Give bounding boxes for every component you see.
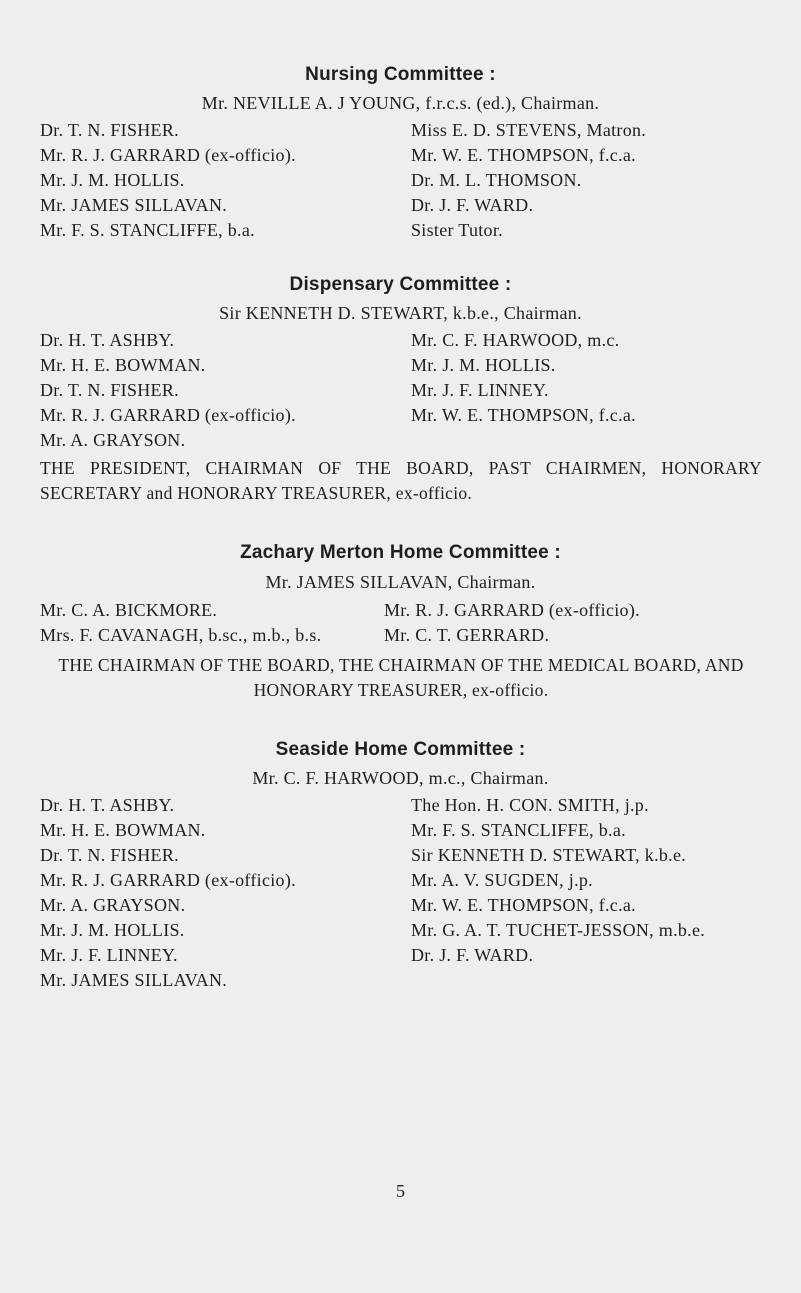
member-entry: Dr. M. L. THOMSON. (411, 170, 582, 190)
member-entry: Dr. T. N. FISHER. (40, 380, 179, 400)
member-entry: Mr. J. F. LINNEY. (40, 945, 178, 965)
member-entry: Mr. JAMES SILLAVAN. (40, 970, 228, 990)
member-entry: Mr. W. E. THOMPSON, f.c.a. (411, 895, 636, 915)
chairman-line: Mr. C. F. HARWOOD, m.c., Chairman. (252, 768, 549, 788)
chairman-line: Mr. NEVILLE A. J YOUNG, f.r.c.s. (ed.), Chairman. (201, 93, 600, 113)
member-entry: Mr. JAMES SILLAVAN. (40, 195, 228, 215)
member-list-right (411, 793, 705, 968)
member-entry: Dr. J. F. WARD. (411, 195, 534, 215)
member-entry: Mr. R. J. GARRARD (ex-officio). (40, 870, 296, 890)
member-entry: Mr. H. E. BOWMAN. (40, 355, 206, 375)
member-entry: Mr. J. F. LINNEY. (411, 380, 549, 400)
chairman-line: Sir KENNETH D. STEWART, k.b.e., Chairman. (219, 303, 582, 323)
page-number: 5 (396, 1181, 405, 1201)
member-entry: Sir KENNETH D. STEWART, k.b.e. (411, 845, 687, 865)
section-heading: Dispensary Committee : (289, 274, 512, 295)
ex-officio-note: THE CHAIRMAN OF THE BOARD, THE CHAIRMAN OF THE MEDICAL BOARD, AND HONORARY TREASURER, ex-officio. (58, 655, 744, 700)
member-entry: Mr. R. J. GARRARD (ex-officio). (40, 405, 296, 425)
section-heading: Seaside Home Committee : (275, 739, 526, 760)
member-entry: Mrs. F. CAVANAGH, b.sc., m.b., b.s. (40, 625, 322, 645)
member-list-left (40, 328, 296, 453)
member-entry: Dr. T. N. FISHER. (40, 120, 179, 140)
member-entry: Mr. J. M. HOLLIS. (411, 355, 556, 375)
member-entry: Dr. J. F. WARD. (411, 945, 534, 965)
member-entry: Sister Tutor. (411, 220, 503, 240)
member-entry: Mr. C. F. HARWOOD, m.c. (411, 330, 620, 350)
member-entry: Mr. J. M. HOLLIS. (40, 920, 185, 940)
chairman-line: Mr. JAMES SILLAVAN, Chairman. (265, 572, 536, 592)
member-entry: Dr. H. T. ASHBY. (40, 795, 175, 815)
member-entry: Mr. G. A. T. TUCHET-JESSON, m.b.e. (411, 920, 706, 940)
member-list-right (411, 118, 646, 243)
member-list-left (40, 118, 296, 243)
member-entry: Mr. F. S. STANCLIFFE, b.a. (40, 220, 255, 240)
member-entry: Mr. A. V. SUGDEN, j.p. (411, 870, 593, 890)
member-entry: Mr. R. J. GARRARD (ex-officio). (40, 145, 296, 165)
member-list-left (40, 598, 321, 648)
member-entry: The Hon. H. CON. SMITH, j.p. (411, 795, 649, 815)
member-entry: Mr. C. A. BICKMORE. (40, 600, 218, 620)
member-entry: Mr. A. GRAYSON. (40, 430, 186, 450)
member-entry: Mr. H. E. BOWMAN. (40, 820, 206, 840)
member-entry: Mr. R. J. GARRARD (ex-officio). (384, 600, 640, 620)
member-entry: Mr. F. S. STANCLIFFE, b.a. (411, 820, 626, 840)
section-heading: Nursing Committee : (305, 64, 496, 85)
member-list-right (384, 598, 640, 648)
member-entry: Mr. J. M. HOLLIS. (40, 170, 185, 190)
member-entry: Miss E. D. STEVENS, Matron. (411, 120, 647, 140)
member-entry: Mr. W. E. THOMPSON, f.c.a. (411, 145, 636, 165)
member-entry: Dr. H. T. ASHBY. (40, 330, 175, 350)
member-entry: Dr. T. N. FISHER. (40, 845, 179, 865)
member-entry: Mr. A. GRAYSON. (40, 895, 186, 915)
ex-officio-note: THE PRESIDENT, CHAIRMAN OF THE BOARD, PAST CHAIRMEN, HONORARY SECRETARY and HONORARY TREASURER, ex-officio. (40, 458, 762, 503)
member-list-right (411, 328, 636, 428)
member-entry: Mr. C. T. GERRARD. (384, 625, 550, 645)
member-entry: Mr. W. E. THOMPSON, f.c.a. (411, 405, 636, 425)
section-heading: Zachary Merton Home Committee : (240, 542, 561, 563)
member-list-left (40, 793, 296, 993)
